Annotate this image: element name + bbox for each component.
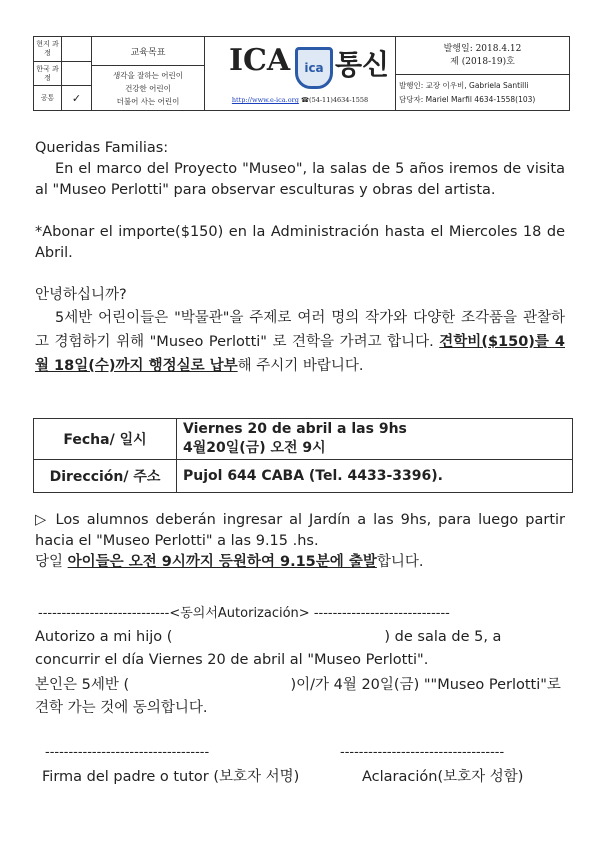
greeting: Queridas Familias: <box>35 140 169 156</box>
course-label: 현지 과정 <box>34 37 62 61</box>
issue-number: 제 (2018-19)호 <box>450 56 515 67</box>
authorization-title: ----------------------------<동의서Autorización> ----------------------------- <box>38 606 450 621</box>
korean-paragraph: 5세반 어린이들은 "박물관"을 주제로 여러 명의 작가와 다양한 조각품을 관찰하고 경험하기 위해 "Museo Perlotti" 로 견학을 가려고 합니다. 견학비($150)를 4월 18일(수)까지 행정실로 납부해 주시기 바랍니다. <box>35 310 565 374</box>
course-label: 공통 <box>34 86 62 110</box>
korean-greeting: 안녕하십니까? <box>35 287 127 303</box>
course-table <box>34 37 92 110</box>
website-link[interactable]: http://www.e-ica.org <box>231 96 299 104</box>
authorization-line: 본인은 5세반 ( )이/가 4월 20일(금) ""Museo Perlotti"로 <box>35 677 561 693</box>
phone: ☎(54-11)4634-1558 <box>300 96 369 104</box>
table-row: Fecha/ 일시 Viernes 20 de abril a las 9hs 4월20일(금) 오전 9시 <box>34 419 573 460</box>
goals-list: 생각을 잘하는 어린이 건강한 어린이 더불어 사는 어린이 <box>113 70 183 106</box>
table-row: Dirección/ 주소 Pujol 644 CABA (Tel. 4433-3396). <box>34 460 573 493</box>
goals-title: 교육목표 <box>92 37 204 66</box>
name-line: ----------------------------------- <box>340 745 505 760</box>
contact: 담당자: Mariel Marfil 4634-1558(103) <box>399 94 536 104</box>
ica-logo: ica <box>295 47 333 89</box>
payment-highlight: 견학비($150)를 4월 18일(수)까지 행정실로 납부 <box>35 334 565 374</box>
ica-title: ICA <box>229 43 291 78</box>
tongsin-title: 통신 <box>335 48 390 81</box>
issue-date: 발행일: 2018.4.12 <box>443 43 522 54</box>
course-label: 한국 과정 <box>34 62 62 86</box>
authorization-line: concurrir el día Viernes 20 de abril al "Museo Perlotti". <box>35 652 429 668</box>
spanish-paragraph: En el marco del Proyecto "Museo", la salas de 5 años iremos de visita al "Museo Perlotti" para observar esculturas y obras del artista. <box>35 161 565 198</box>
authorization-line: 견학 가는 것에 동의합니다. <box>35 700 208 716</box>
korean-departure: 당일 아이들은 오전 9시까지 등원하여 9.15분에 출발합니다. <box>35 554 424 570</box>
event-details-table <box>33 418 573 493</box>
arrival-paragraph: ▷ Los alumnos deberán ingresar al Jardín a las 9hs, para luego partir hacia el "Museo Perlotti" a las 9.15 .hs. <box>35 512 565 549</box>
check-icon: ✓ <box>71 91 82 105</box>
publisher: 발행인: 교장 이우비, Gabriela Santilli <box>399 80 529 90</box>
signature-label: Firma del padre o tutor (보호자 서명) <box>42 769 300 785</box>
payment-note: *Abonar el importe($150) en la Administración hasta el Miercoles 18 de Abril. <box>35 224 565 261</box>
authorization-line: Autorizo a mi hijo ( ) de sala de 5, a <box>35 629 502 645</box>
name-label: Aclaración(보호자 성함) <box>362 769 524 785</box>
signature-line: ----------------------------------- <box>45 745 210 760</box>
newsletter-header <box>33 36 570 111</box>
